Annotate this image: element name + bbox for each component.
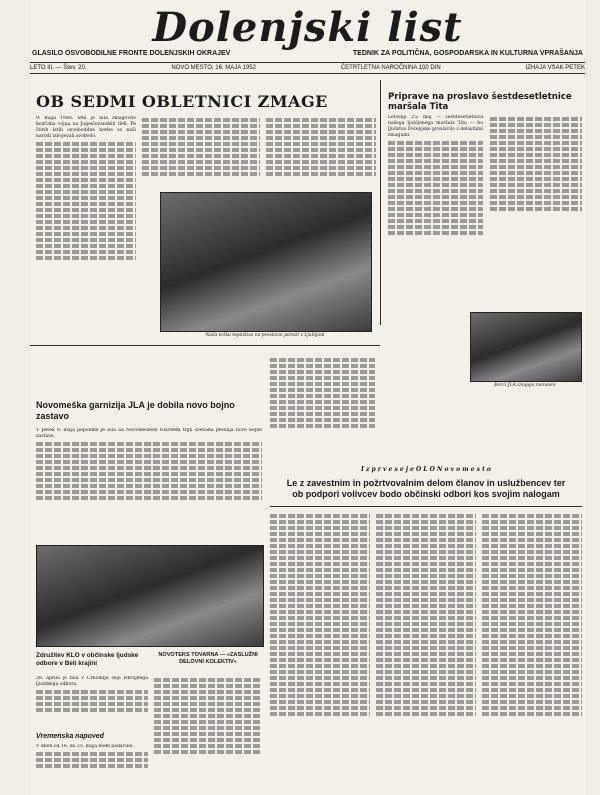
olo-article-column-3 [482,512,582,787]
weather-headline: Vremenska napoved [36,733,104,740]
section-divider [270,506,582,507]
garrison-article-lead: V petek 9. maja popoldne je bila na Novomeškem Glavnem trgu svečana predaja nove bojne zastave. [36,428,262,440]
olo-article-column [270,512,370,787]
olo-headline [270,478,582,500]
middle-column [270,356,375,466]
army-maneuver-photo [470,312,582,382]
main-article-column-3 [266,116,376,186]
section-divider [30,345,380,346]
tito-article-column-2 [490,115,582,305]
street-scene-photo [36,545,264,647]
issue-frequency: IZHAJA VSAK PETEK [525,65,585,71]
masthead-subtitle-right: TEDNIK ZA POLITIČNA, GOSPODARSKA IN KULTURNA VPRAŠANJA [352,50,583,57]
subscription-price: ČETRTLETNA NAROČNINA 100 DIN [340,65,441,71]
main-headline: OB SEDMI OBLETNICI ZMAGE [36,92,328,111]
factory-article [154,676,262,786]
weather-article [36,744,148,788]
masthead [30,4,585,57]
klo-article [36,676,148,724]
main-article-lead: 9. maja 1945. leta je bila zmagovito končana vojna na Jugoslovanskih tleh. Po štirih letih osvobodilne borbe so naši narodi izbojevali svobodo. [36,116,136,140]
weather-article-lead: V dneh od 16. do 25. maja bodo padavine. [36,744,134,749]
garrison-article [36,428,262,538]
tito-article-column [388,115,483,305]
newspaper-title: Dolenjski list [152,4,463,51]
klo-article-lead: 28. aprila je bila v Črnomlju seja Okrajnega ljudskega odbora. [36,676,148,688]
place-date: NOVO MESTO, 16. MAJA 1952 [171,65,256,71]
issue-info-bar [30,62,585,74]
tito-headline: Priprave na proslavo šestdesetletnice maršala Tita [388,92,572,112]
main-article-column [36,116,136,296]
olo-kicker: I z p r v e s e j e O L O N o v o m e s t o [361,466,491,473]
masthead-subtitle-left: GLASILO OSVOBODILNE FRONTE DOLENJSKIH OKRAJEV [32,50,231,57]
olo-article-column-2 [376,512,476,787]
factory-headline: NOVOTEKS TOVARNA — »ZASLUŽNI DELOVNI KOLEKTIV« [158,652,258,665]
volume-number: LETO III. — Štev. 20. [30,65,87,71]
garrison-headline: Novomeška garnizija JLA je dobila novo bojno zastavo [36,400,235,421]
photo-caption: Naša težka topništva na proslavni paradi v Ljubljani [205,333,325,338]
olo-headline-line-1: Le z zavestnim in požrtvovalnim delom članov in uslužbencev ter [286,478,566,488]
main-article-column-2 [142,116,260,186]
photo-caption: Borci JLA izvajajo manevre [494,383,556,388]
newspaper-page [30,0,585,795]
artillery-parade-photo [160,192,372,332]
tito-article-lead: Letošnji 25. maj — šestdesetletnica našega ljubljenega maršala Tita — bo ljudstvo Dolenjske proslavilo z delovnimi zmagami. [388,115,483,139]
olo-headline-line-2: ob podpori volivcev bodo občinski odbori kos svojim nalogam [292,489,560,499]
column-divider [380,80,381,325]
klo-headline: Združitev KLO v občinske ljudske odbore v Beli krajini [36,652,139,667]
